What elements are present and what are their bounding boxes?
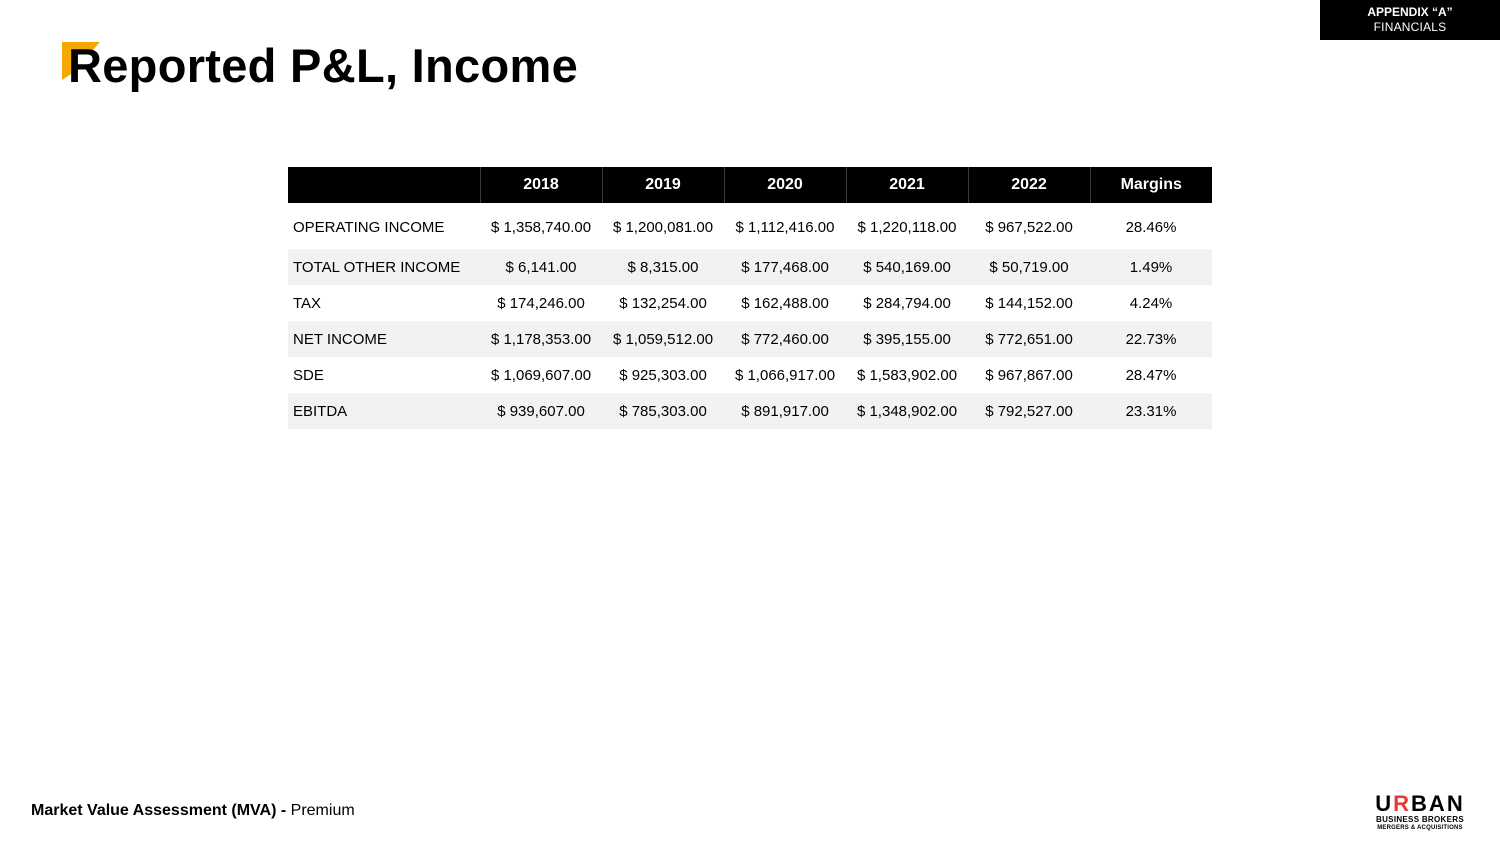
logo-letter-u: U xyxy=(1375,791,1394,816)
value-cell: $ 1,178,353.00 xyxy=(480,321,602,357)
value-cell: $ 1,220,118.00 xyxy=(857,218,957,236)
value-cell: $ 785,303.00 xyxy=(602,393,724,429)
margin-cell: 1.49% xyxy=(1090,249,1212,285)
margin-cell: 4.24% xyxy=(1129,294,1173,312)
margin-cell: 28.47% xyxy=(1125,366,1177,384)
logo-tagline-brokers: BUSINESS BROKERS xyxy=(1376,815,1464,824)
value-cell: $ 772,651.00 xyxy=(968,321,1090,357)
table-row xyxy=(288,249,1212,285)
value-cell: $ 891,917.00 xyxy=(724,393,846,429)
value-cell: $ 967,867.00 xyxy=(985,366,1073,384)
footer-tier: Premium xyxy=(290,802,355,819)
value-cell: $ 50,719.00 xyxy=(968,249,1090,285)
value-cell: $ 174,246.00 xyxy=(497,294,585,312)
row-label: TOTAL OTHER INCOME xyxy=(288,249,480,285)
margin-cell: 28.46% xyxy=(1125,218,1177,236)
logo-letters-ban: BAN xyxy=(1411,791,1465,816)
value-cell: $ 1,112,416.00 xyxy=(735,218,835,236)
appendix-label: APPENDIX “A” xyxy=(1367,5,1453,19)
value-cell: $ 1,200,081.00 xyxy=(612,218,714,236)
value-cell: $ 1,358,740.00 xyxy=(490,218,592,236)
table-row xyxy=(288,321,1212,357)
value-cell: $ 925,303.00 xyxy=(619,366,707,384)
header-cell-2021: 2021 xyxy=(846,167,968,203)
value-cell: $ 792,527.00 xyxy=(968,393,1090,429)
value-cell: $ 162,488.00 xyxy=(741,294,829,312)
header-cell-2022: 2022 xyxy=(968,167,1090,203)
value-cell: $ 967,522.00 xyxy=(985,218,1073,236)
value-cell: $ 772,460.00 xyxy=(724,321,846,357)
table-row xyxy=(288,285,1212,321)
value-cell: $ 1,069,607.00 xyxy=(490,366,592,384)
header-cell-2018: 2018 xyxy=(480,167,602,203)
margin-cell: 23.31% xyxy=(1090,393,1212,429)
value-cell: $ 8,315.00 xyxy=(602,249,724,285)
row-label: NET INCOME xyxy=(288,321,480,357)
value-cell: $ 1,066,917.00 xyxy=(734,366,836,384)
row-label: TAX xyxy=(293,294,322,312)
appendix-badge xyxy=(1320,0,1500,40)
value-cell: $ 132,254.00 xyxy=(619,294,707,312)
header-cell-margins: Margins xyxy=(1090,167,1212,203)
value-cell: $ 939,607.00 xyxy=(480,393,602,429)
title-block xyxy=(62,38,578,94)
pl-income-table xyxy=(288,167,1212,429)
value-cell: $ 540,169.00 xyxy=(846,249,968,285)
row-label: EBITDA xyxy=(288,393,480,429)
value-cell: $ 395,155.00 xyxy=(846,321,968,357)
value-cell: $ 1,059,512.00 xyxy=(602,321,724,357)
appendix-section-label: FINANCIALS xyxy=(1373,20,1447,34)
footer-title: Market Value Assessment (MVA) - xyxy=(31,802,287,819)
company-logo xyxy=(1366,793,1474,833)
margin-cell: 22.73% xyxy=(1090,321,1212,357)
logo-letter-r: R xyxy=(1393,791,1412,816)
table-row xyxy=(288,393,1212,429)
row-label: SDE xyxy=(293,366,324,384)
header-cell-2019: 2019 xyxy=(602,167,724,203)
logo-tagline-mergers: MERGERS & ACQUISITIONS xyxy=(1377,825,1463,831)
value-cell: $ 1,583,902.00 xyxy=(856,366,958,384)
page-title: Reported P&L, Income xyxy=(68,39,579,92)
header-cell-label xyxy=(288,167,480,203)
value-cell: $ 6,141.00 xyxy=(480,249,602,285)
value-cell: $ 1,348,902.00 xyxy=(846,393,968,429)
table-row xyxy=(288,203,1212,249)
logo-wordmark xyxy=(1366,793,1474,815)
table-header-row xyxy=(288,167,1212,203)
row-label: OPERATING INCOME xyxy=(293,218,445,236)
header-cell-2020: 2020 xyxy=(724,167,846,203)
value-cell: $ 144,152.00 xyxy=(985,294,1073,312)
value-cell: $ 177,468.00 xyxy=(724,249,846,285)
table-row xyxy=(288,357,1212,393)
value-cell: $ 284,794.00 xyxy=(863,294,951,312)
footer-caption xyxy=(31,802,355,820)
